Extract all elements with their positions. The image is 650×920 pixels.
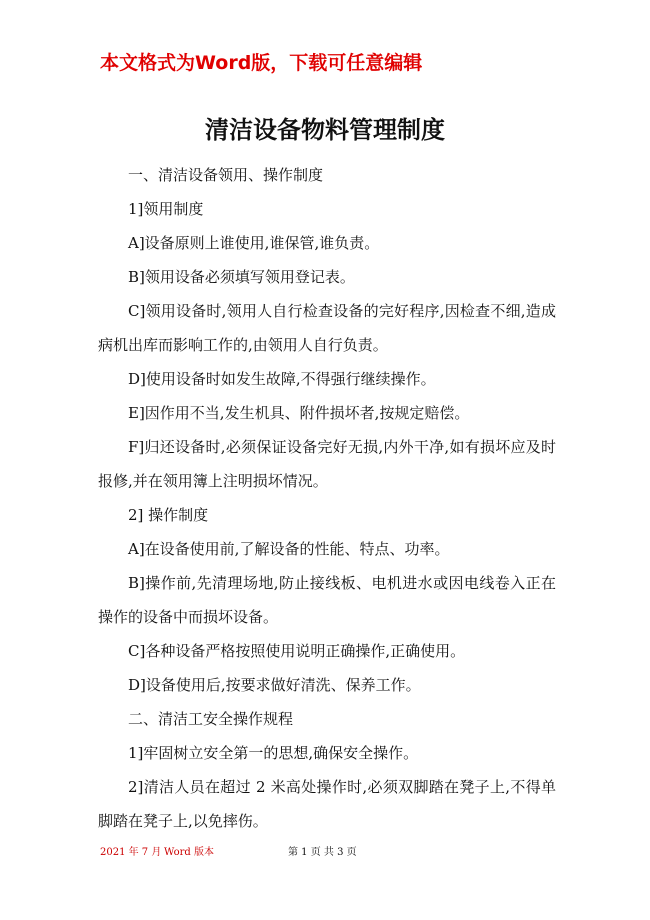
footer-date: 2021 年 7 月 <box>100 847 162 858</box>
rule-item: 2]清洁人员在超过 2 米高处操作时,必须双脚踏在凳子上,不得单脚踏在凳子上,以免摔伤。 <box>98 778 556 830</box>
document-title: 清洁设备物料管理制度 <box>205 115 445 144</box>
rule-item: A]在设备使用前,了解设备的性能、特点、功率。 <box>128 540 450 558</box>
subsection-heading: 1]领用制度 <box>128 200 204 218</box>
subsection-heading: 2] 操作制度 <box>128 506 209 524</box>
rule-item: F]归还设备时,必须保证设备完好无损,内外干净,如有损坏应及时报修,并在领用簿上注明损坏情况。 <box>98 438 556 490</box>
rule-item: E]因作用不当,发生机具、附件损坏者,按规定赔偿。 <box>128 404 470 422</box>
rule-item: C]各种设备严格按照使用说明正确操作,正确使用。 <box>128 642 466 660</box>
footer-version: Word 版本 <box>164 847 214 858</box>
rule-item: 1]牢固树立安全第一的思想,确保安全操作。 <box>128 744 419 762</box>
section-heading: 二、清洁工安全操作规程 <box>128 710 294 728</box>
rule-item: D]设备使用后,按要求做好清洗、保养工作。 <box>128 676 421 694</box>
rule-item: D]使用设备时如发生故障,不得强行继续操作。 <box>128 370 436 388</box>
rule-item: B]操作前,先清理场地,防止接线板、电机进水或因电线卷入正在操作的设备中而损坏设备。 <box>98 574 556 626</box>
rule-item: A]设备原则上谁使用,谁保管,谁负责。 <box>128 234 380 252</box>
document-body <box>98 158 556 838</box>
word-format-banner: 本文格式为Word版，下载可任意编辑 <box>100 52 423 74</box>
footer-page-number: 第 1 页 共 3 页 <box>288 847 357 858</box>
page-footer <box>100 843 357 858</box>
rule-item: B]领用设备必须填写领用登记表。 <box>128 268 355 286</box>
rule-item: C]领用设备时,领用人自行检查设备的完好程序,因检查不细,造成病机出库而影响工作的,由领用人自行负责。 <box>98 302 556 354</box>
section-heading: 一、清洁设备领用、操作制度 <box>128 166 324 184</box>
